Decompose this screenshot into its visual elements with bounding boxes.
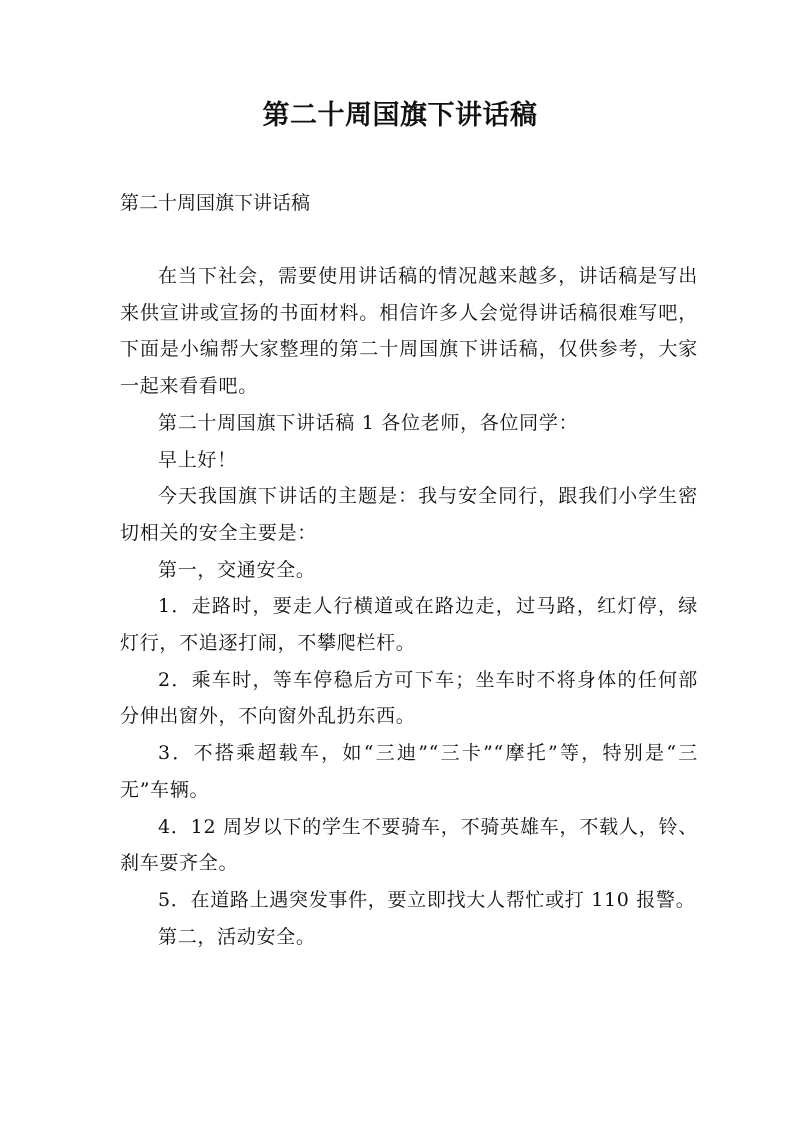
document-title: 第二十周国旗下讲话稿 bbox=[262, 100, 538, 131]
paragraph: 2．乘车时，等车停稳后方可下车；坐车时不将身体的任何部分伸出窗外，不向窗外乱扔东西。 bbox=[120, 668, 698, 728]
document-subtitle: 第二十周国旗下讲话稿 bbox=[120, 192, 311, 214]
document-body bbox=[120, 258, 698, 955]
paragraph: 今天我国旗下讲话的主题是：我与安全同行，跟我们小学生密切相关的安全主要是： bbox=[120, 485, 698, 544]
paragraph: 1．走路时，要走人行横道或在路边走，过马路，红灯停，绿灯行，不追逐打闹，不攀爬栏杆。 bbox=[120, 595, 698, 655]
paragraph: 第二十周国旗下讲话稿 1 各位老师，各位同学： bbox=[158, 411, 579, 434]
paragraph: 第二，活动安全。 bbox=[158, 925, 316, 948]
paragraph: 早上好！ bbox=[158, 448, 237, 471]
paragraph: 在当下社会，需要使用讲话稿的情况越来越多，讲话稿是写出来供宣讲或宣扬的书面材料。相信许多人会觉得讲话稿很难写吧，下面是小编帮大家整理的第二十周国旗下讲话稿，仅供参考，大家一起来看看吧。 bbox=[120, 265, 698, 398]
paragraph: 第一，交通安全。 bbox=[158, 558, 316, 581]
paragraph: 4．12 周岁以下的学生不要骑车，不骑英雄车，不载人，铃、刹车要齐全。 bbox=[120, 815, 698, 875]
paragraph: 3．不搭乘超载车，如“三迪”“三卡”“摩托”等，特别是“三无”车辆。 bbox=[120, 742, 698, 801]
paragraph: 5．在道路上遇突发事件，要立即找大人帮忙或打 110 报警。 bbox=[158, 888, 696, 911]
